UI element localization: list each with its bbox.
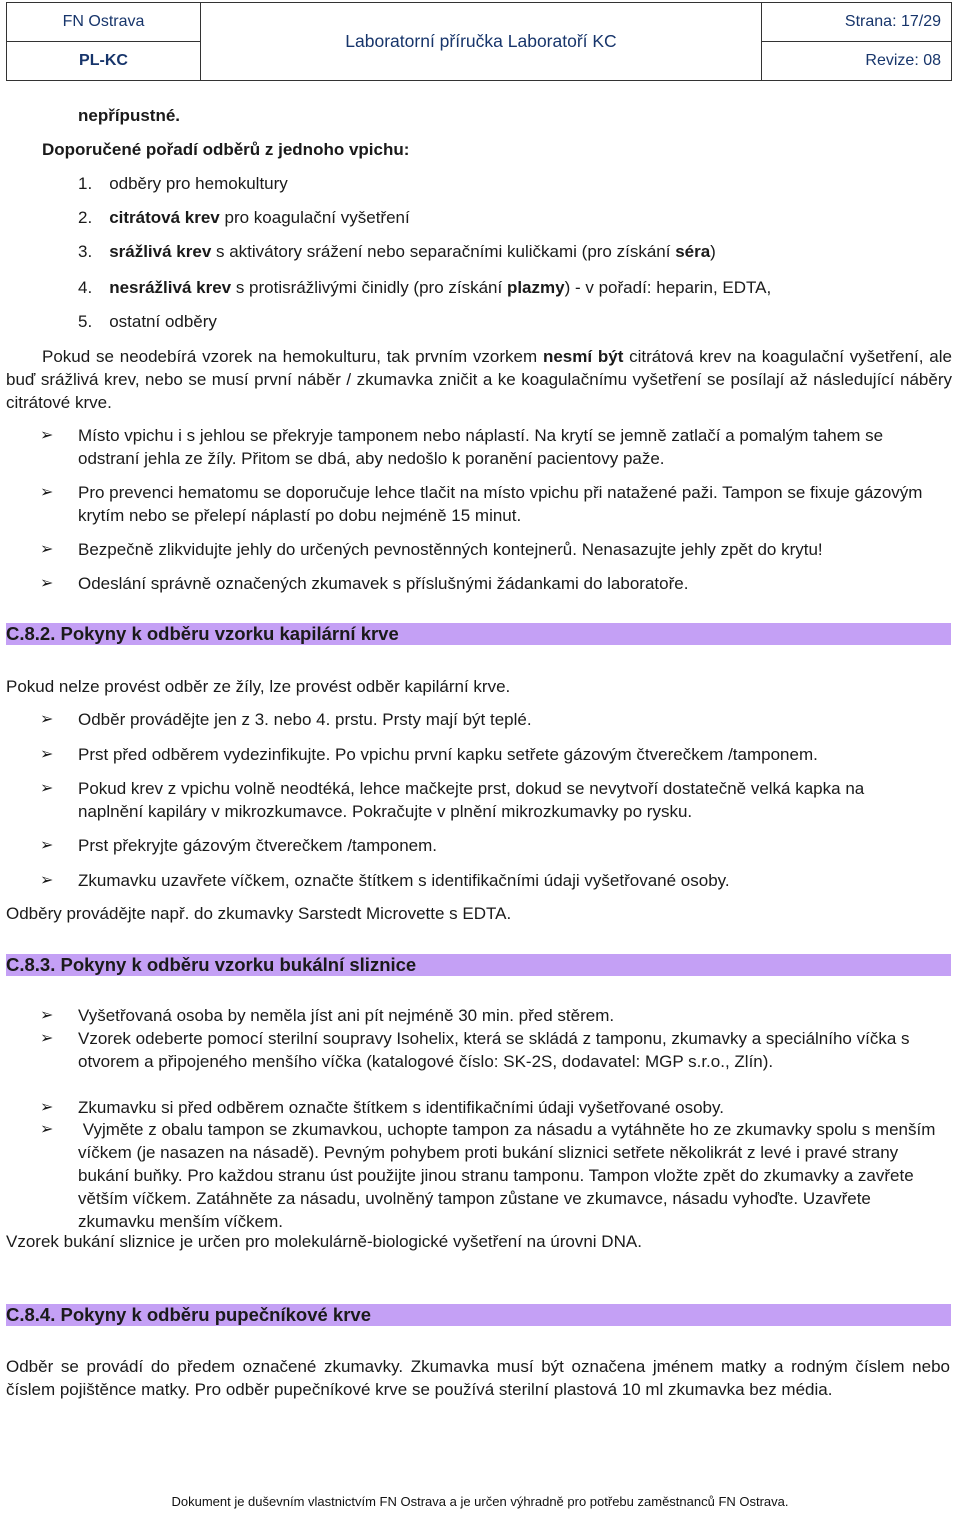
arrow-bullet-icon: ➢: [40, 780, 54, 797]
order-title: Doporučené pořadí odběrů z jednoho vpichu:: [42, 140, 410, 159]
section-heading: C.8.3. Pokyny k odběru vzorku bukální sliznice: [6, 954, 951, 976]
bullet-text: Zkumavku si před odběrem označte štítkem s identifikačními údaji vyšetřované osoby.: [78, 1098, 724, 1117]
intro-tail: nepřípustné.: [78, 106, 181, 125]
list-item: 4. nesrážlivá krev s protisrážlivými činidly (pro získání plazmy) - v pořadí: heparin, EDTA,: [78, 278, 772, 297]
header-page: Strana: 17/29: [762, 3, 952, 42]
document-header: [6, 2, 952, 81]
header-title: Laboratorní příručka Laboratoří KC: [201, 3, 762, 81]
arrow-bullet-icon: ➢: [40, 711, 54, 728]
bullet-text: Vyšetřovaná osoba by neměla jíst ani pít nejméně 30 min. před stěrem.: [78, 1006, 615, 1025]
list-item: 2. citrátová krev pro koagulační vyšetření: [78, 208, 410, 227]
bullet-text: Odběr provádějte jen z 3. nebo 4. prstu. Prsty mají být teplé.: [78, 710, 532, 729]
bullet-text: Prst překryjte gázovým čtverečkem /tamponem.: [78, 836, 438, 855]
bullet-text: Pokud krev z vpichu volně neodtéká, lehce mačkejte prst, dokud se nevytvoří dostatečně velká kapka na naplnění kapiláry v mikrozkumavce. Pokračujte v plnění mikrozkumavky po rysku.: [78, 779, 865, 821]
bullet-text: Odeslání správně označených zkumavek s příslušnými žádankami do laboratoře.: [78, 574, 689, 593]
list-item: 3. srážlivá krev s aktivátory srážení nebo separačními kuličkami (pro získání séra): [78, 242, 716, 261]
bullet-text: Místo vpichu i s jehlou se překryje tamponem nebo náplastí. Na krytí se jemně zatlačí a pomalým tahem se odstraní jehla ze žíly. Přitom se dbá, aby nedošlo k poranění pacientovy paže.: [78, 426, 884, 468]
arrow-bullet-icon: ➢: [40, 484, 54, 501]
arrow-bullet-icon: ➢: [40, 427, 54, 444]
section-heading: C.8.2. Pokyny k odběru vzorku kapilární krve: [6, 623, 951, 645]
arrow-bullet-icon: ➢: [40, 872, 54, 889]
arrow-bullet-icon: ➢: [40, 1007, 54, 1024]
bullet-text: Pro prevenci hematomu se doporučuje lehce tlačit na místo vpichu při natažené paži. Tampon se fixuje gázovým krytím nebo se přelepí náplastí po dobu nejméně 15 minut.: [78, 483, 923, 525]
arrow-bullet-icon: ➢: [40, 1121, 54, 1138]
header-org: FN Ostrava: [7, 3, 201, 42]
section-paragraph: Odběr se provádí do předem označené zkumavky. Zkumavka musí být označena jménem matky a rodným číslem nebo číslem pojištěnce matky. Pro odběr pupečníkové krve se používá sterilní plastová 10 ml zkumavka bez média.: [6, 1357, 950, 1399]
arrow-bullet-icon: ➢: [40, 1099, 54, 1116]
list-item: 5. ostatní odběry: [78, 312, 217, 331]
bullet-text: Bezpečně zlikvidujte jehly do určených pevnostěnných kontejnerů. Nenasazujte jehly zpět do krytu!: [78, 540, 823, 559]
bullet-text: Vzorek odeberte pomocí sterilní soupravy Isohelix, která se skládá z tamponu, zkumavky a speciálního víčka s otvorem a připojeného menšího víčka (katalogové číslo: SK-2S, dodavatel: MGP s.r.o., Zlín).: [78, 1029, 910, 1071]
arrow-bullet-icon: ➢: [40, 746, 54, 763]
section-heading: C.8.4. Pokyny k odběru pupečníkové krve: [6, 1304, 951, 1326]
bullet-text: Prst před odběrem vydezinfikujte. Po vpichu první kapku setřete gázovým čtverečkem /tamponem.: [78, 745, 818, 764]
bullet-text: Vyjměte z obalu tampon se zkumavkou, uchopte tampon za násadu a vytáhněte ho ze zkumavky spolu s menším víčkem (je nasazen na násadě). Pevným pohybem proti bukání sliznici setřete několikrát z levé i pravé strany bukání buňky. Pro každou stranu úst použijte jinou stranu tamponu. Tampon vložte zpět do zkumavky a zavřete větším víčkem. Zatáhněte za násadu, uvolněný tampon zůstane ve zkumavce, násadu vyhoďte. Uzavřete zkumavku menším víčkem.: [78, 1120, 941, 1231]
arrow-bullet-icon: ➢: [40, 541, 54, 558]
section-intro: Pokud nelze provést odběr ze žíly, lze provést odběr kapilární krve.: [6, 677, 511, 696]
list-item: 1. odběry pro hemokultury: [78, 174, 288, 193]
bullet-text: Zkumavku uzavřete víčkem, označte štítkem s identifikačními údaji vyšetřované osoby.: [78, 871, 730, 890]
page-footer: Dokument je duševním vlastnictvím FN Ostrava a je určen výhradně pro potřebu zaměstnanců FN Ostrava.: [171, 1494, 789, 1509]
section-note: Vzorek bukání sliznice je určen pro molekulárně-biologické vyšetření na úrovni DNA.: [6, 1232, 642, 1251]
header-dept: PL-KC: [7, 42, 201, 81]
arrow-bullet-icon: ➢: [40, 1030, 54, 1047]
arrow-bullet-icon: ➢: [40, 575, 54, 592]
section-note: Odběry provádějte např. do zkumavky Sarstedt Microvette s EDTA.: [6, 904, 512, 923]
arrow-bullet-icon: ➢: [40, 837, 54, 854]
hemoculture-paragraph: Pokud se neodebírá vzorek na hemokulturu, tak prvním vzorkem nesmí být citrátová krev na koagulační vyšetření, ale buď srážlivá krev, nebo se musí první náběr / zkumavka zničit a ke koagulačnímu vyšetření se posílají až následující náběry citrátové krve.: [6, 347, 952, 412]
header-revision: Revize: 08: [762, 42, 952, 81]
